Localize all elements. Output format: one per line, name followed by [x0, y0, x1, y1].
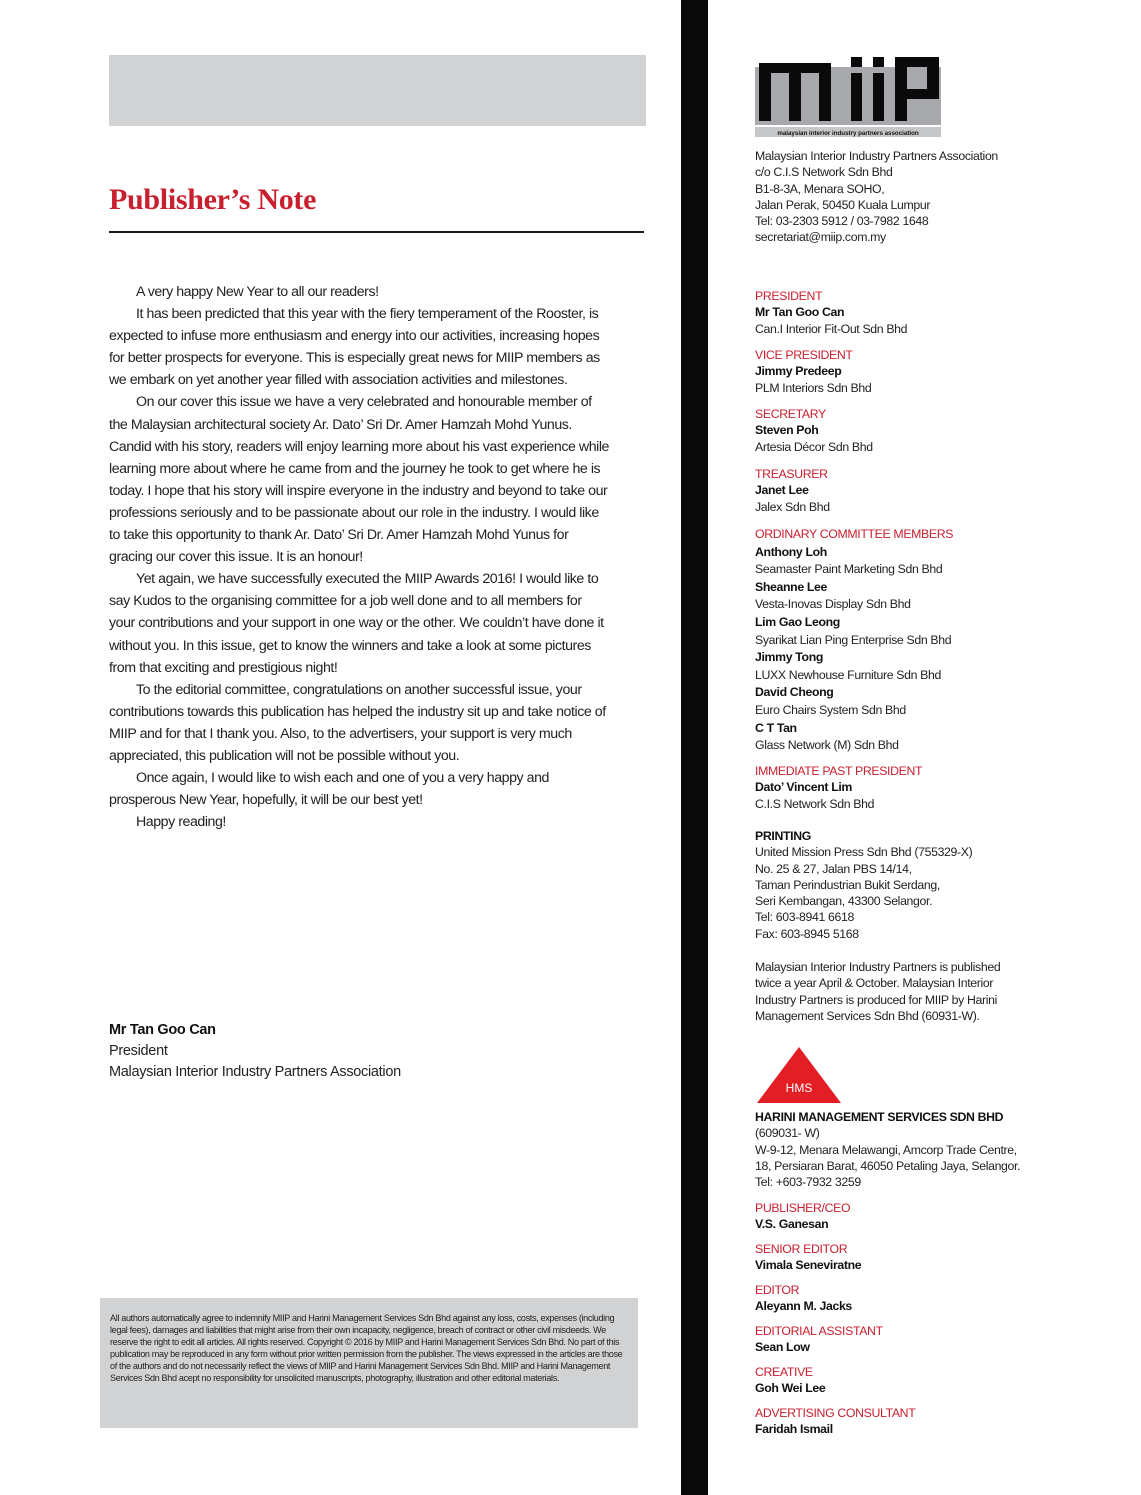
person-name: Dato’ Vincent Lim	[755, 780, 853, 795]
hms-line: Tel: +603-7932 3259	[755, 1175, 861, 1190]
paragraph: Happy reading!	[136, 814, 226, 831]
association-address	[755, 148, 1045, 246]
paragraph: A very happy New Year to all our readers!	[136, 284, 379, 300]
printing-line: Seri Kembangan, 43300 Selangor.	[755, 894, 933, 909]
person-name: V.S. Ganesan	[755, 1217, 829, 1232]
role-label: SECRETARY	[755, 407, 826, 421]
person-name: Anthony Loh	[755, 544, 827, 559]
paragraph: Once again, I would like to wish each and one of you a very happy and prosperous New Year, hopefully, it will be our best yet!	[109, 770, 549, 809]
secretary-block	[755, 406, 1045, 455]
company-name: Artesia Décor Sdn Bhd	[755, 439, 873, 454]
company-name: Syarikat Lian Ping Enterprise Sdn Bhd	[755, 632, 952, 647]
role-label: VICE PRESIDENT	[755, 348, 853, 362]
printing-line: United Mission Press Sdn Bhd (755329-X)	[755, 845, 973, 860]
role-label: EDITORIAL ASSISTANT	[755, 1324, 883, 1338]
president-block	[755, 288, 1045, 337]
staff-advertising	[755, 1405, 1045, 1438]
role-label: SENIOR EDITOR	[755, 1242, 848, 1256]
address-line: Malaysian Interior Industry Partners Association	[755, 149, 998, 163]
role-label: CREATIVE	[755, 1365, 813, 1379]
top-banner	[109, 55, 646, 126]
address-email: secretariat@miip.com.my	[755, 230, 886, 245]
staff-editor	[755, 1282, 1045, 1315]
logo-caption: malaysian interior industry partners association	[777, 130, 919, 137]
hms-line: W-9-12, Menara Melawangi, Amcorp Trade Centre,	[755, 1142, 1017, 1157]
role-label: PRESIDENT	[755, 289, 823, 303]
vertical-divider-bar	[681, 0, 708, 1495]
person-name: Steven Poh	[755, 423, 819, 438]
published-note: Malaysian Interior Industry Partners is published twice a year April & October. Malaysian Interior Industry Partners is produced for MIIP by Harini Management Services Sdn Bhd (60931-W).	[755, 960, 1001, 1023]
publisher-note-body	[109, 281, 609, 833]
hms-line: 18, Persiaran Barat, 46050 Petaling Jaya, Selangor.	[755, 1158, 1021, 1173]
role-label: ADVERTISING CONSULTANT	[755, 1406, 916, 1420]
person-name: Sean Low	[755, 1340, 810, 1355]
hms-name: HARINI MANAGEMENT SERVICES SDN BHD	[755, 1110, 1004, 1124]
role-label: ORDINARY COMMITTEE MEMBERS	[755, 527, 954, 541]
company-name: Seamaster Paint Marketing Sdn Bhd	[755, 562, 943, 577]
printing-label: PRINTING	[755, 829, 811, 843]
person-name: Goh Wei Lee	[755, 1381, 826, 1396]
company-name: Can.I Interior Fit-Out Sdn Bhd	[755, 321, 908, 336]
person-name: Vimala Seneviratne	[755, 1258, 862, 1273]
person-name: Janet Lee	[755, 483, 809, 498]
staff-senior-editor	[755, 1241, 1045, 1274]
company-name: Vesta-Inovas Display Sdn Bhd	[755, 597, 911, 612]
role-label: EDITOR	[755, 1283, 800, 1297]
staff-publisher	[755, 1200, 1045, 1233]
role-label: PUBLISHER/CEO	[755, 1201, 851, 1215]
signature-role: President	[109, 1043, 168, 1059]
person-name: Aleyann M. Jacks	[755, 1299, 852, 1314]
address-line: Jalan Perak, 50450 Kuala Lumpur	[755, 197, 931, 212]
person-name: Mr Tan Goo Can	[755, 305, 845, 320]
printing-block	[755, 828, 1045, 942]
company-name: PLM Interiors Sdn Bhd	[755, 380, 872, 395]
hms-line: (609031- W)	[755, 1126, 820, 1141]
person-name: C T Tan	[755, 720, 797, 735]
hms-block	[755, 1109, 1045, 1190]
role-label: IMMEDIATE PAST PRESIDENT	[755, 764, 923, 778]
company-name: Jalex Sdn Bhd	[755, 499, 830, 514]
hms-logo	[757, 1047, 841, 1103]
paragraph: To the editorial committee, congratulations on another successful issue, your contributions towards this publication has helped the industry sit up and take notice of MIIP and for that I thank you. Also, to the advertisers, your support is very much appreciated, this publication will not be possible without you.	[109, 681, 606, 764]
person-name: Sheanne Lee	[755, 579, 828, 594]
signature-org: Malaysian Interior Industry Partners Association	[109, 1064, 401, 1080]
printing-line: Fax: 603-8945 5168	[755, 926, 859, 941]
paragraph: It has been predicted that this year with the fiery temperament of the Rooster, is expected to infuse more enthusiasm and energy into our activities, increasing hopes for better prospects for everyone. This is especially great news for MIIP members as we embark on yet another year filled with association activities and milestones.	[109, 306, 600, 389]
printing-line: Taman Perindustrian Bukit Serdang,	[755, 877, 940, 892]
address-line: Tel: 03-2303 5912 / 03-7982 1648	[755, 214, 929, 229]
paragraph: On our cover this issue we have a very celebrated and honourable member of the Malaysian architectural society Ar. Dato’ Sri Dr. Amer Hamzah Mohd Yunus. Candid with his story, readers will enjoy learning more about his vast experience while learning more about where he came from and the journey he took to get where he is today. I hope that his story will inspire everyone in the industry and beyond to take our professions seriously and to be passionate about our role in the industry. I would like to take this opportunity to thank Ar. Dato’ Sri Dr. Amer Hamzah Mohd Yunus for gracing our cover this issue. It is an honour!	[109, 394, 609, 566]
treasurer-block	[755, 466, 1045, 515]
staff-editorial-assistant	[755, 1323, 1045, 1356]
person-name: David Cheong	[755, 685, 834, 700]
role-label: TREASURER	[755, 467, 828, 481]
company-name: Euro Chairs System Sdn Bhd	[755, 702, 906, 717]
person-name: Faridah Ismail	[755, 1422, 833, 1437]
address-line: B1-8-3A, Menara SOHO,	[755, 181, 885, 196]
page-title: Publisher’s Note	[109, 183, 317, 216]
committee-block	[755, 526, 1045, 755]
signature-block	[109, 1020, 401, 1083]
address-line: c/o C.I.S Network Sdn Bhd	[755, 165, 893, 180]
person-name: Jimmy Predeep	[755, 364, 842, 379]
company-name: C.I.S Network Sdn Bhd	[755, 796, 875, 811]
printing-line: Tel: 603-8941 6618	[755, 910, 854, 925]
printing-line: No. 25 & 27, Jalan PBS 14/14,	[755, 861, 912, 876]
company-name: Glass Network (M) Sdn Bhd	[755, 738, 899, 753]
past-president-block	[755, 763, 1045, 812]
signature-name: Mr Tan Goo Can	[109, 1022, 216, 1038]
hms-logo-text: HMS	[785, 1081, 813, 1095]
company-name: LUXX Newhouse Furniture Sdn Bhd	[755, 667, 942, 682]
staff-creative	[755, 1364, 1045, 1397]
disclaimer-box: All authors automatically agree to indemnify MIIP and Harini Management Services Sdn Bhd against any loss, costs, expenses (including legal fees), damages and liabilities that might arise from their own incapacity, negligence, breach of contract or other civil misdeeds. We reserve the right to edit all articles. All rights reserved. Copyright © 2016 by MIIP and Harini Management Services Sdn Bhd. No part of this publication may be reproduced in any form without prior written permission from the publisher. The views expressed in the articles are those of the authors and do not necessarily reflect the views of MIIP and Harini Management Services Sdn Bhd. MIIP and Harini Management Services Sdn Bhd acept no responsibility for unsolicited manuscripts, photography, illustration and other editorial materials.	[100, 1298, 638, 1428]
paragraph: Yet again, we have successfully executed the MIIP Awards 2016! I would like to say Kudos to the organising committee for a job well done and to all members for your contributions and your support in one way or the other. We couldn’t have done it without you. In this issue, get to know the winners and take a look at some pictures from that exciting and prestigious night!	[109, 571, 604, 676]
title-divider	[109, 231, 644, 233]
miip-logo	[755, 55, 941, 139]
person-name: Lim Gao Leong	[755, 614, 840, 629]
vice-president-block	[755, 347, 1045, 396]
person-name: Jimmy Tong	[755, 650, 824, 665]
